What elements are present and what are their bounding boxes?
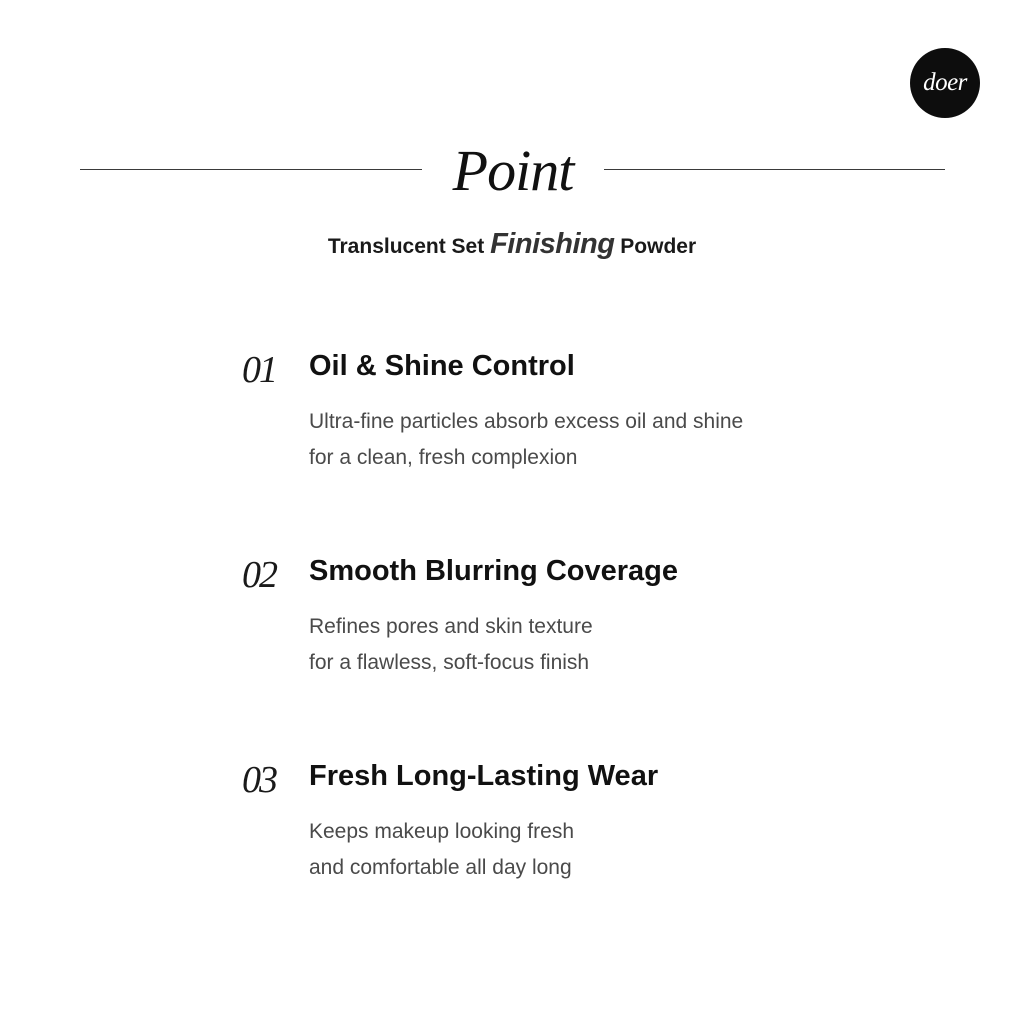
title-divider-right [604, 169, 945, 170]
subtitle-before: Translucent Set [327, 235, 485, 258]
point-description-line: for a clean, fresh complexion [309, 446, 578, 469]
point-description-line: and comfortable all day long [309, 856, 572, 879]
brand-logo [910, 48, 980, 118]
point-description-line: Keeps makeup looking fresh [309, 820, 574, 843]
point-description-line: Ultra-fine particles absorb excess oil and shine [309, 410, 744, 433]
point-heading: Oil & Shine Control [309, 350, 575, 382]
point-description [309, 609, 593, 681]
point-number: 02 [242, 554, 276, 596]
point-description-line: for a flawless, soft-focus finish [309, 651, 590, 674]
page-title: Point [452, 138, 574, 203]
point-description [309, 404, 743, 476]
brand-logo-text: doer [923, 69, 967, 96]
point-number: 03 [242, 759, 276, 801]
point-heading: Fresh Long-Lasting Wear [309, 760, 659, 792]
title-divider-left [80, 169, 422, 170]
point-number: 01 [242, 349, 276, 391]
subtitle-emphasis: Finishing [490, 228, 615, 260]
point-description [309, 814, 574, 886]
subtitle-after: Powder [620, 235, 697, 258]
point-description-line: Refines pores and skin texture [309, 615, 593, 638]
point-heading: Smooth Blurring Coverage [309, 555, 678, 587]
product-subtitle [0, 224, 1024, 267]
